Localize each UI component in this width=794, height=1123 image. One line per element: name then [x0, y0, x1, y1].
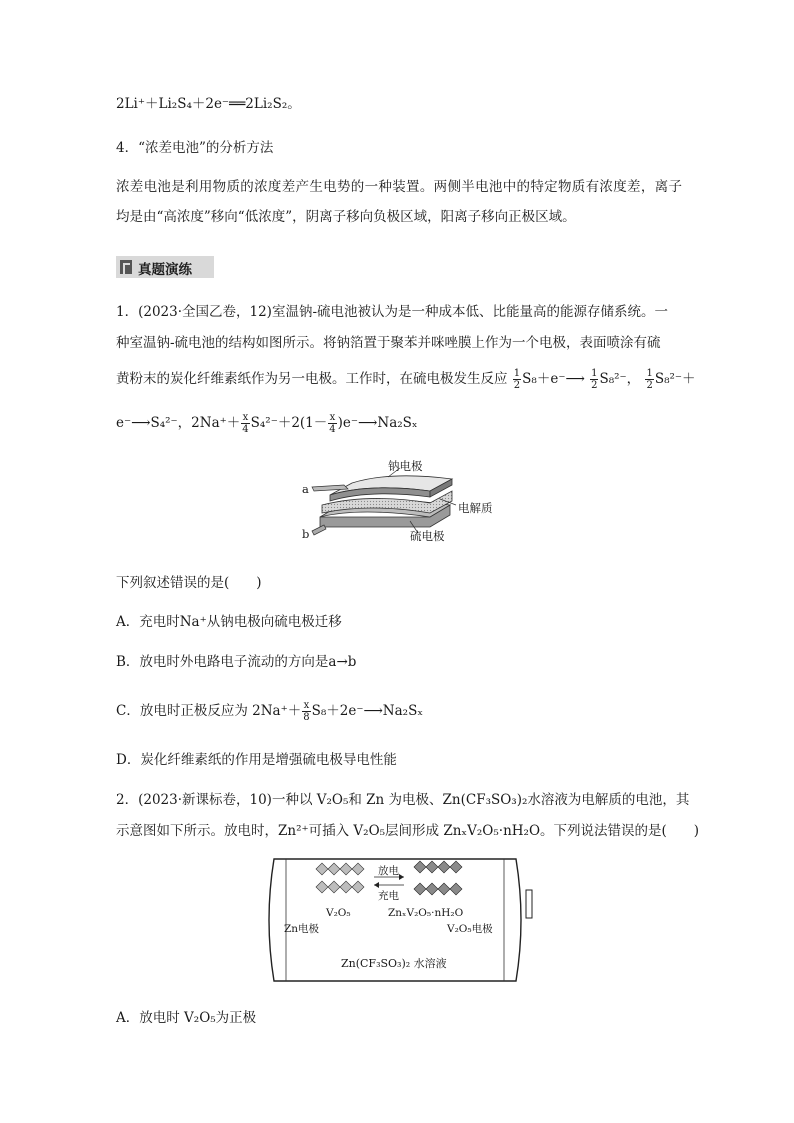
label-sulfur-electrode: 硫电极	[410, 529, 445, 543]
q1-frac-x4-1: $\frac{x}{4}$	[242, 412, 249, 435]
label-sodium-electrode: 钠电极	[388, 459, 423, 473]
q1-line4-b: S₄²⁻＋2(1－	[250, 415, 328, 431]
q1-option-c-a: C．放电时正极反应为 2Na⁺＋	[116, 703, 302, 719]
q1-option-b: B．放电时外电路电子流动的方向是a→b	[116, 654, 357, 670]
q1-eq-a: S₈＋e⁻⟶	[522, 371, 585, 387]
q1-option-a: A．充电时Na⁺从钠电极向硫电极迁移	[116, 614, 342, 630]
label-b: b	[302, 527, 310, 541]
section4-body: 浓差电池是利用物质的浓度差产生电势的一种装置。两侧半电池中的特定物质有浓度差，离子均是由“高浓度”移向“低浓度”，阴离子移向负极区域，阳离子移向正极区域。	[116, 179, 682, 225]
label-a: a	[302, 482, 309, 496]
q1-stem-line3	[116, 368, 696, 391]
q1-option-c-frac: $\frac{x}{8}$	[303, 700, 310, 723]
q1-line4-a: e⁻⟶S₄²⁻，2Na⁺＋	[116, 415, 241, 431]
label-charge: 充电	[378, 890, 399, 902]
q1-option-c-b: S₈＋2e⁻⟶Na₂Sₓ	[311, 703, 424, 719]
q1-frac-x4-2: $\frac{x}{4}$	[329, 412, 336, 435]
q1-line4-c: )e⁻⟶Na₂Sₓ	[337, 415, 418, 431]
q1-frac-half-1: $\frac{1}{2}$	[513, 368, 521, 391]
q2-stem-line1: 2．(2023·新课标卷，10)一种以 V₂O₅和 Zn 为电极、Zn(CF₃SO₃)₂水溶液为电解质的电池，其	[116, 792, 690, 808]
q1-eq-c: S₈²⁻＋	[654, 371, 696, 387]
q1-frac-half-2: $\frac{1}{2}$	[591, 368, 598, 391]
label-zn-electrode: Zn电极	[284, 923, 320, 935]
label-v2o5-electrode: V₂O₅电极	[447, 923, 493, 935]
top-equation: 2Li⁺＋Li₂S₄＋2e⁻══2Li₂S₂。	[116, 96, 301, 112]
q1-stem-line3-text: 黄粉末的炭化纤维素纸作为另一电极。工作时，在硫电极发生反应	[116, 371, 508, 387]
label-electrolyte: 电解质	[458, 501, 493, 515]
label-znx-v2o5: ZnₓV₂O₅·nH₂O	[388, 907, 464, 919]
q1-stem-line2: 种室温钠-硫电池的结构如图所示。将钠箔置于聚苯并咪唑膜上作为一个电极，表面喷涂有硫	[116, 335, 661, 351]
banner-icon	[120, 260, 132, 274]
q1-option-c	[116, 700, 423, 723]
q1-option-d: D．炭化纤维素纸的作用是增强硫电极导电性能	[116, 752, 397, 768]
q1-question: 下列叙述错误的是( )	[116, 575, 262, 591]
q1-eq-b: S₈²⁻，	[599, 371, 641, 387]
q2-option-a: A．放电时 V₂O₅为正极	[116, 1010, 257, 1026]
label-discharge: 放电	[378, 865, 399, 877]
q1-stem-line4	[116, 412, 418, 435]
label-electrolyte-solution: Zn(CF₃SO₃)₂ 水溶液	[341, 957, 447, 970]
section-banner	[116, 256, 214, 278]
banner-title: 真题演练	[138, 262, 192, 278]
section4-heading: 4．“浓差电池”的分析方法	[116, 140, 274, 156]
label-v2o5: V₂O₅	[326, 907, 351, 919]
q1-frac-half-3: $\frac{1}{2}$	[646, 368, 653, 391]
q2-stem-line2: 示意图如下所示。放电时，Zn²⁺可插入 V₂O₅层间形成 ZnₓV₂O₅·nH₂O。下列说法错误的是( )	[116, 823, 700, 839]
q1-stem-line1: 1．(2023·全国乙卷，12)室温钠-硫电池被认为是一种成本低、比能量高的能源存储系统。一	[116, 304, 669, 320]
